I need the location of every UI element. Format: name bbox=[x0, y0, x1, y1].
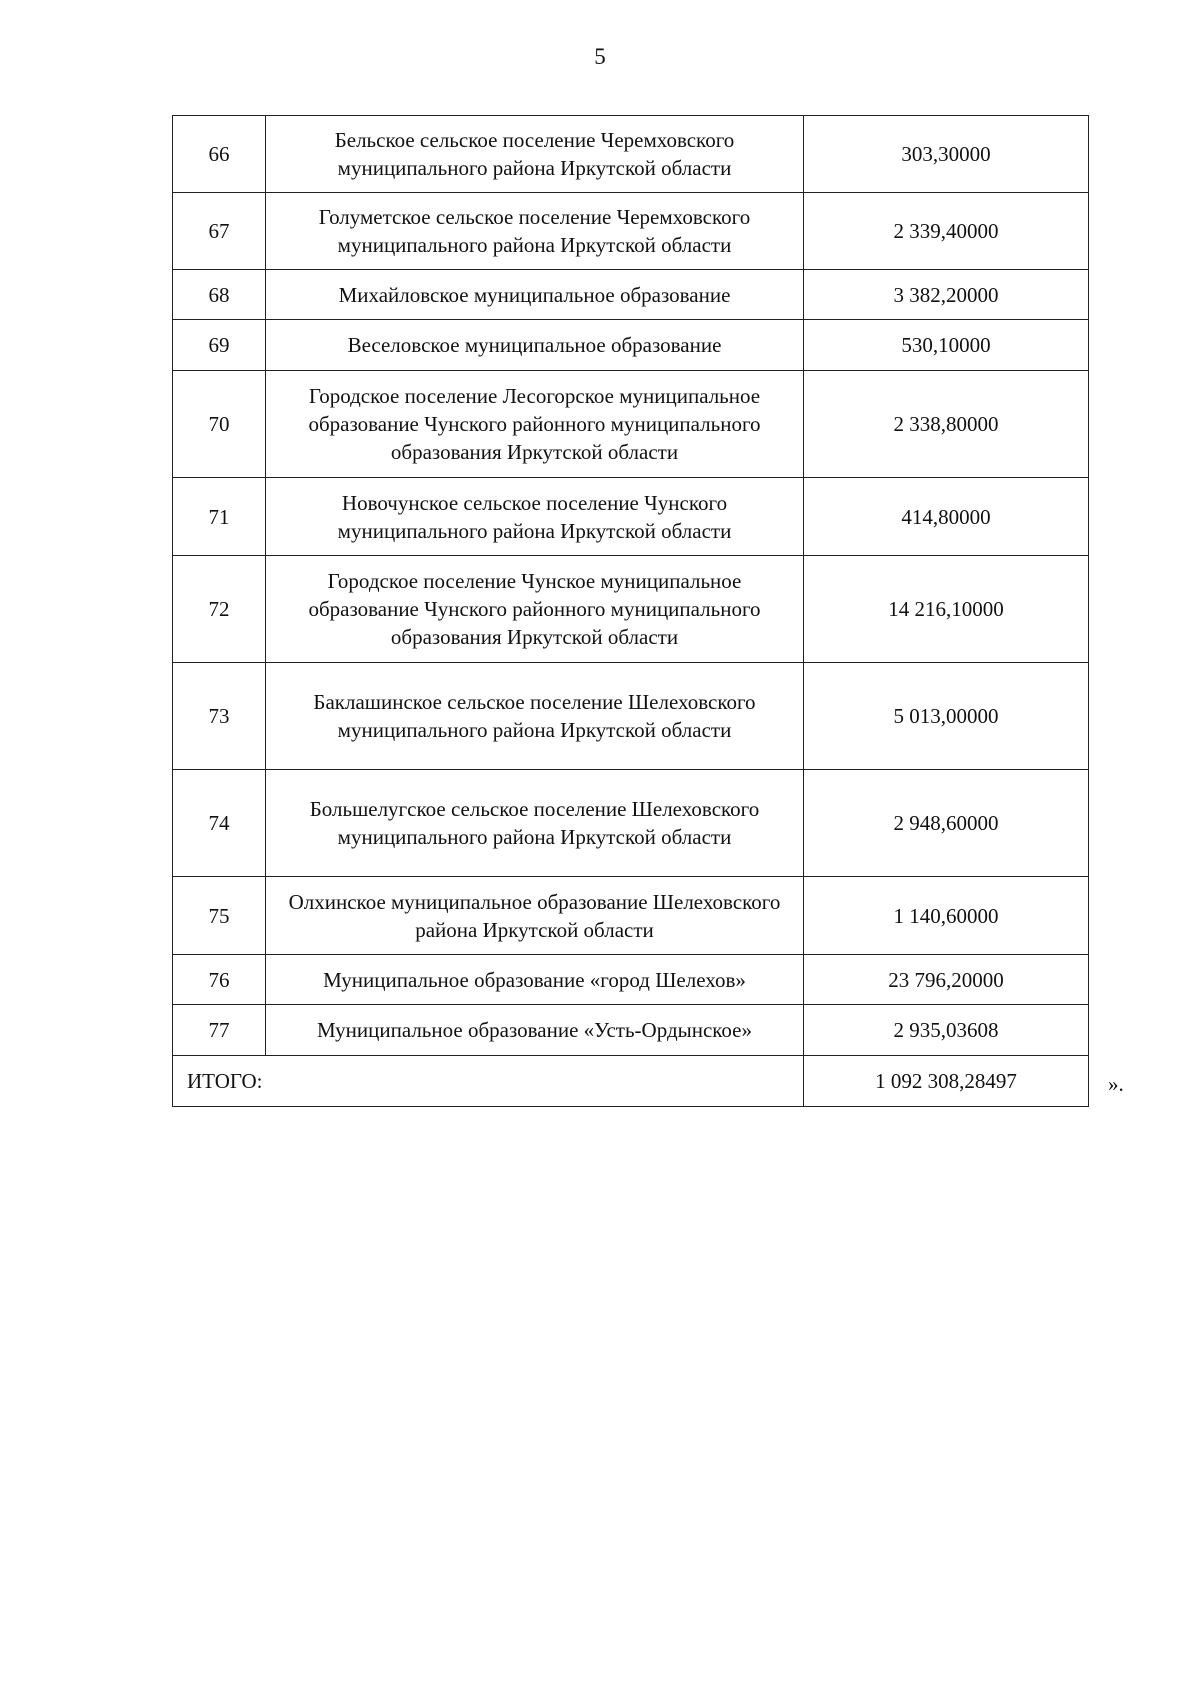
row-number: 77 bbox=[173, 1005, 266, 1056]
municipality-name: Муниципальное образование «Усть-Ордынское» bbox=[266, 1005, 804, 1056]
table-row bbox=[173, 556, 1089, 663]
amount-value: 2 338,80000 bbox=[804, 371, 1089, 478]
table-row bbox=[173, 270, 1089, 320]
row-number: 75 bbox=[173, 877, 266, 955]
municipality-name: Баклашинское сельское поселение Шелеховского муниципального района Иркутской области bbox=[266, 663, 804, 770]
municipality-name: Голуметское сельское поселение Черемховского муниципального района Иркутской области bbox=[266, 193, 804, 270]
allocation-table bbox=[172, 115, 1089, 1107]
amount-value: 5 013,00000 bbox=[804, 663, 1089, 770]
amount-value: 2 948,60000 bbox=[804, 770, 1089, 877]
amount-value: 23 796,20000 bbox=[804, 955, 1089, 1005]
row-number: 69 bbox=[173, 320, 266, 371]
amount-value: 2 935,03608 bbox=[804, 1005, 1089, 1056]
table-row bbox=[173, 663, 1089, 770]
row-number: 70 bbox=[173, 371, 266, 478]
amount-value: 3 382,20000 bbox=[804, 270, 1089, 320]
total-amount: 1 092 308,28497 bbox=[804, 1056, 1089, 1107]
amount-value: 2 339,40000 bbox=[804, 193, 1089, 270]
table-row bbox=[173, 371, 1089, 478]
row-number: 72 bbox=[173, 556, 266, 663]
row-number: 71 bbox=[173, 478, 266, 556]
page-number: 5 bbox=[594, 44, 606, 69]
table-row bbox=[173, 877, 1089, 955]
municipality-name: Городское поселение Лесогорское муниципальное образование Чунского районного муниципального образования Иркутской области bbox=[266, 371, 804, 478]
municipality-name: Бельское сельское поселение Черемховского муниципального района Иркутской области bbox=[266, 116, 804, 193]
amount-value: 414,80000 bbox=[804, 478, 1089, 556]
row-number: 76 bbox=[173, 955, 266, 1005]
table-row bbox=[173, 478, 1089, 556]
municipality-name: Олхинское муниципальное образование Шелеховского района Иркутской области bbox=[266, 877, 804, 955]
row-number: 74 bbox=[173, 770, 266, 877]
table-row bbox=[173, 116, 1089, 193]
table-row bbox=[173, 770, 1089, 877]
closing-quote: ». bbox=[1108, 1072, 1124, 1096]
row-number: 67 bbox=[173, 193, 266, 270]
amount-value: 303,30000 bbox=[804, 116, 1089, 193]
row-number: 66 bbox=[173, 116, 266, 193]
amount-value: 530,10000 bbox=[804, 320, 1089, 371]
municipality-name: Новочунское сельское поселение Чунского муниципального района Иркутской области bbox=[266, 478, 804, 556]
municipality-name: Муниципальное образование «город Шелехов» bbox=[266, 955, 804, 1005]
table-row bbox=[173, 1005, 1089, 1056]
table-row bbox=[173, 955, 1089, 1005]
row-number: 68 bbox=[173, 270, 266, 320]
row-number: 73 bbox=[173, 663, 266, 770]
municipality-name: Городское поселение Чунское муниципальное образование Чунского районного муниципального образования Иркутской области bbox=[266, 556, 804, 663]
table-row bbox=[173, 320, 1089, 371]
amount-value: 14 216,10000 bbox=[804, 556, 1089, 663]
total-row bbox=[173, 1056, 1089, 1107]
municipality-name: Веселовское муниципальное образование bbox=[266, 320, 804, 371]
total-label: ИТОГО: bbox=[173, 1056, 804, 1107]
table-row bbox=[173, 193, 1089, 270]
municipality-name: Большелугское сельское поселение Шелеховского муниципального района Иркутской области bbox=[266, 770, 804, 877]
municipality-name: Михайловское муниципальное образование bbox=[266, 270, 804, 320]
amount-value: 1 140,60000 bbox=[804, 877, 1089, 955]
